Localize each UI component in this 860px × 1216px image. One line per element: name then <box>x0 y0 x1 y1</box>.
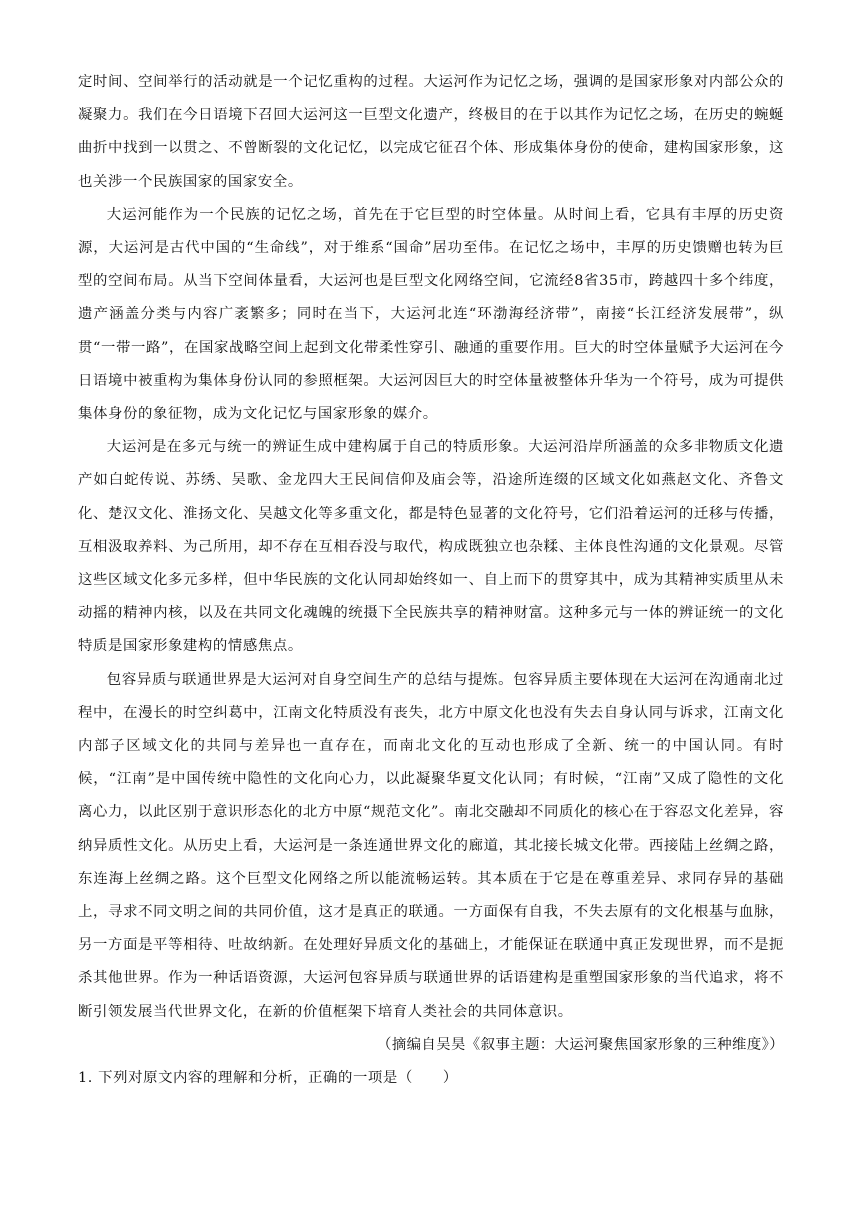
paragraph-continued: 定时间、空间举行的活动就是一个记忆重构的过程。大运河作为记忆之场，强调的是国家形象对内部公众的凝聚力。我们在今日语境下召回大运河这一巨型文化遗产，终极目的在于以其作为记忆之场，在历史的蜿蜒曲折中找到一以贯之、不曾断裂的文化记忆，以完成它征召个体、形成集体身份的使命，建构国家形象，这也关涉一个民族国家的国家安全。 <box>78 74 784 190</box>
question-1: 1. 下列对原文内容的理解和分析，正确的一项是（ ） <box>78 1070 458 1087</box>
document-page <box>78 66 784 1095</box>
paragraph-time-space-volume: 大运河能作为一个民族的记忆之场，首先在于它巨型的时空体量。从时间上看，它具有丰厚的历史资源，大运河是古代中国的“生命线”，对于维系“国命”居功至伟。在记忆之场中，丰厚的历史馈赠也转为巨型的空间布局。从当下空间体量看，大运河也是巨型文化网络空间，它流经8省35市，跨越四十多个纬度，遗产涵盖分类与内容广袤繁多；同时在当下，大运河北连“环渤海经济带”，南接“长江经济发展带”，纵贯“一带一路”，在国家战略空间上起到文化带柔性穿引、融通的重要作用。巨大的时空体量赋予大运河在今日语境中被重构为集体身份认同的参照框架。大运河因巨大的时空体量被整体升华为一个符号，成为可提供集体身份的象征物，成为文化记忆与国家形象的媒介。 <box>78 206 784 423</box>
paragraph-diversity-unity: 大运河是在多元与统一的辨证生成中建构属于自己的特质形象。大运河沿岸所涵盖的众多非物质文化遗产如白蛇传说、苏绣、吴歌、金龙四大王民间信仰及庙会等，沿途所连缀的区域文化如燕赵文化、齐鲁文化、楚汉文化、淮扬文化、吴越文化等多重文化，都是特色显著的文化符号，它们沿着运河的迁移与传播，互相汲取养料、为己所用，却不存在互相吞没与取代，构成既独立也杂糅、主体良性沟通的文化景观。尽管这些区域文化多元多样，但中华民族的文化认同却始终如一、自上而下的贯穿其中，成为其精神实质里从未动摇的精神内核，以及在共同文化魂魄的统摄下全民族共享的精神财富。这种多元与一体的辨证统一的文化特质是国家形象建构的情感焦点。 <box>78 439 784 655</box>
paragraph-inclusion-connection: 包容异质与联通世界是大运河对自身空间生产的总结与提炼。包容异质主要体现在大运河在沟通南北过程中，在漫长的时空纠葛中，江南文化特质没有丧失，北方中原文化也没有失去自身认同与诉求，江南文化内部子区域文化的共同与差异也一直存在，而南北文化的互动也形成了全新、统一的中国认同。有时候，“江南”是中国传统中隐性的文化向心力，以此凝聚华夏文化认同；有时候，“江南”又成了隐性的文化离心力，以此区别于意识形态化的北方中原“规范文化”。南北交融却不同质化的核心在于容忍文化差异，容纳异质性文化。从历史上看，大运河是一条连通世界文化的廊道，其北接长城文化带。西接陆上丝绸之路，东连海上丝绸之路。这个巨型文化网络之所以能流畅运转。其本质在于它是在尊重差异、求同存异的基础上，寻求不同文明之间的共同价值，这才是真正的联通。一方面保有自我，不失去原有的文化根基与血脉，另一方面是平等相待、吐故纳新。在处理好异质文化的基础上，才能保证在联通中真正发现世界，而不是扼杀其他世界。作为一种话语资源，大运河包容异质与联通世界的话语建构是重塑国家形象的当代追求，将不断引领发展当代世界文化，在新的价值框架下培育人类社会的共同体意识。 <box>78 671 784 1020</box>
source-citation: （摘编自吴昊《叙事主题：大运河聚焦国家形象的三种维度》） <box>377 1036 784 1053</box>
